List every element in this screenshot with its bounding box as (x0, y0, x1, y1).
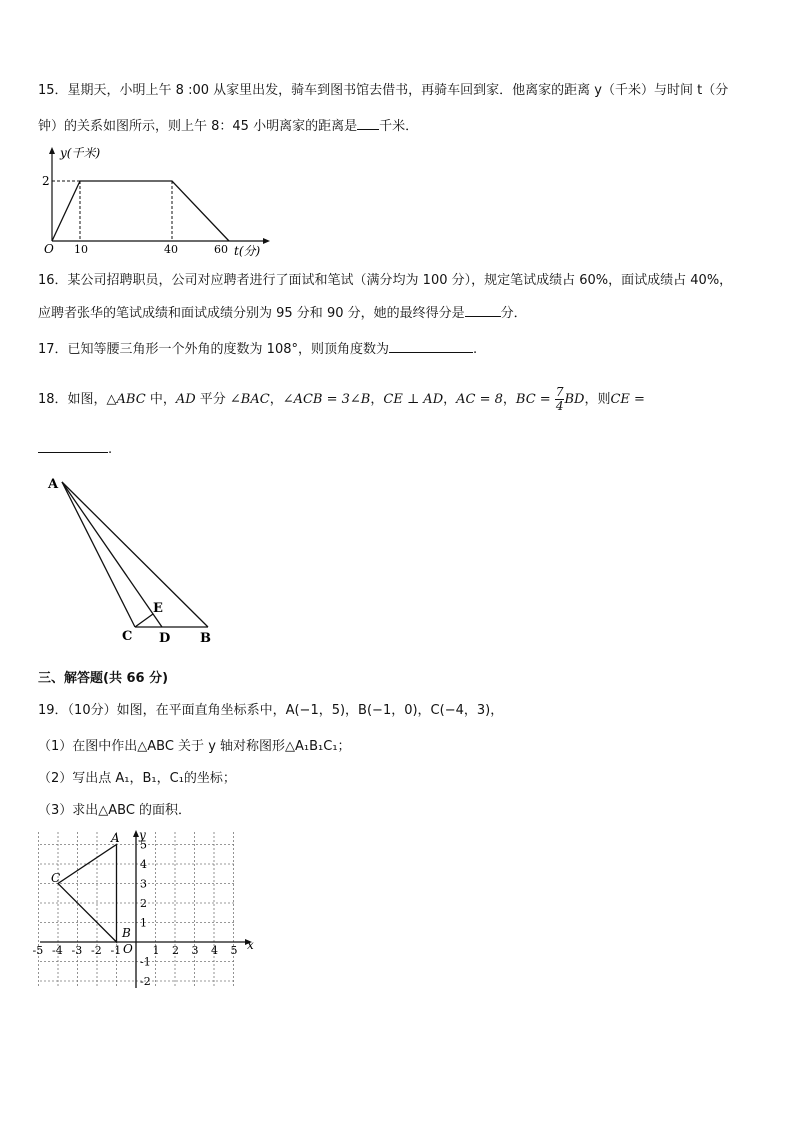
q17-suffix: . (473, 342, 478, 357)
x-tick-label: -5 (32, 944, 44, 957)
q19-label-c: C (51, 871, 61, 885)
q18-answer-line (38, 438, 112, 459)
q17-prefix: 17．已知等腰三角形一个外角的度数为 108°，则顶角度数为 (38, 342, 389, 357)
q15-x-tick-40: 40 (164, 243, 178, 256)
q18-label-d: D (159, 631, 171, 646)
y-tick-label: 4 (140, 858, 147, 871)
q18-angle-relation: ∠ACB = 3∠B (282, 392, 371, 407)
q15-line1: 15．星期天，小明上午 8 :00 从家里出发，骑车到图书馆去借书，再骑车回到家．他离家的距离 y（千米）与时间 t（分 (38, 83, 729, 98)
q16-line2-prefix: 应聘者张华的笔试成绩和面试成绩分别为 95 分和 90 分，她的最终得分是 (38, 306, 465, 321)
y-tick-label: 1 (140, 916, 147, 930)
q19-x-label: x (247, 938, 254, 952)
q18-label-a: A (48, 477, 59, 492)
q18-ad: AD (175, 392, 196, 407)
q18-bc-eq: BC = (515, 392, 551, 407)
q18-bd: BD (564, 392, 585, 407)
q15-line2 (38, 115, 418, 136)
q15-x-tick-60: 60 (214, 243, 228, 256)
q18-text-1: 18．如图， (38, 392, 107, 407)
x-tick-label: 5 (230, 944, 238, 957)
y-tick-label: 5 (140, 838, 147, 852)
q18-comma-4: ， (502, 392, 516, 407)
q18-comma-2: ， (370, 392, 384, 407)
q18-triangle-abc: △ABC (106, 392, 146, 407)
q18-label-c: C (122, 629, 133, 644)
q18-line (38, 386, 645, 413)
x-tick-label: -2 (91, 944, 102, 957)
q19-label-b: B (122, 926, 131, 940)
y-tick-label: -2 (140, 975, 151, 988)
q19-line2: （1）在图中作出△ABC 关于 y 轴对称图形△A₁B₁C₁； (38, 739, 351, 754)
section3-heading: 三、解答题(共 66 分) (38, 671, 169, 686)
q15-x-tick-10: 10 (74, 243, 88, 256)
q15-y-tick-2: 2 (42, 174, 50, 188)
y-tick-label: 2 (140, 897, 147, 910)
q18-comma-3: ， (443, 392, 457, 407)
q18-ac-value: AC = 8 (456, 392, 503, 407)
x-tick-label: 1 (152, 944, 160, 957)
x-tick-label: 3 (191, 944, 199, 957)
q15-distance-path (52, 181, 229, 241)
q18-answer-blank[interactable] (38, 438, 108, 453)
q16-line1: 16．某公司招聘职员，公司对应聘者进行了面试和笔试（满分均为 100 分），规定笔试成绩占 60%，面试成绩占 40%， (38, 273, 733, 288)
y-tick-label: -1 (140, 955, 151, 969)
q18-angle-bac: ∠BAC (229, 392, 270, 407)
q18-frac-den: 4 (555, 399, 564, 413)
q17-answer-blank[interactable] (389, 338, 473, 353)
q19-label-a: A (111, 831, 120, 845)
q18-label-b: B (200, 631, 211, 646)
q18-text-3: 平分 (195, 392, 230, 407)
x-tick-label: -3 (71, 944, 83, 957)
q19-triangle-abc (58, 845, 117, 943)
q15-origin-label: O (44, 242, 54, 256)
q15-answer-blank[interactable] (357, 115, 379, 130)
q18-ce-eq: CE = (610, 392, 645, 407)
q18-perpendicular: CE ⊥ AD (383, 392, 444, 407)
q16-line2 (38, 302, 527, 323)
q19-line4: （3）求出△ABC 的面积． (38, 803, 192, 818)
q15-y-label: y(千米) (60, 146, 101, 160)
q18-comma-1: ， (269, 392, 283, 407)
q15-x-label: t(分) (234, 244, 261, 258)
q18-triangle-figure (40, 472, 230, 647)
q18-text-4: ，则 (584, 392, 611, 407)
q17-line (38, 338, 477, 359)
q19-line1: 19．（10分）如图，在平面直角坐标系中，A(−1，5)，B(−1，0)，C(−4，3)， (38, 703, 504, 718)
q16-line2-suffix: 分． (500, 306, 527, 321)
q15-distance-time-graph (38, 145, 278, 258)
q19-line3: （2）写出点 A₁，B₁，C₁的坐标； (38, 771, 236, 786)
q18-period: . (108, 442, 113, 457)
q19-origin-label: O (123, 942, 133, 956)
q18-text-2: 中， (145, 392, 176, 407)
x-tick-label: 2 (172, 944, 179, 957)
y-tick-label: 3 (140, 877, 147, 891)
q16-answer-blank[interactable] (465, 302, 501, 317)
x-tick-label: -4 (52, 944, 63, 957)
q18-label-e: E (153, 601, 163, 616)
x-tick-label: 4 (211, 944, 218, 957)
q19-y-label: y (139, 828, 146, 842)
x-tick-label: -1 (110, 944, 122, 957)
q18-frac-num: 7 (555, 385, 564, 399)
q19-coordinate-grid (32, 828, 266, 993)
q15-line2-prefix: 钟）的关系如图所示，则上午 8：45 小明离家的距离是 (38, 119, 358, 134)
q15-line2-suffix: 千米． (379, 119, 419, 134)
